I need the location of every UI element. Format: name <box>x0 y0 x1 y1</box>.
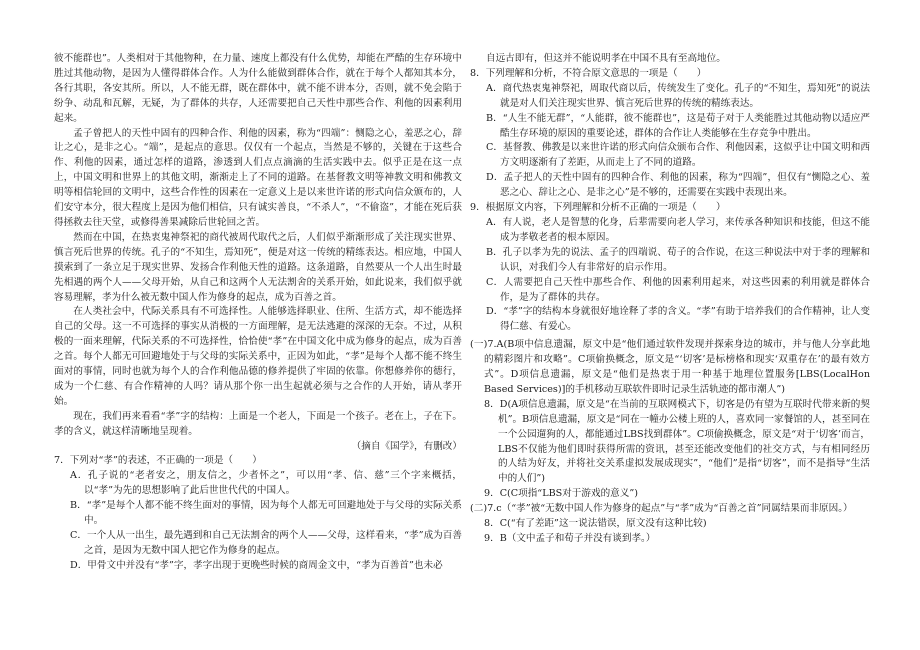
right-column <box>470 52 870 547</box>
question-7-option-d: D．甲骨文中并没有“孝”字，孝字出现于更晚些时候的商周金文中，“孝为百善首”也未必 <box>70 559 443 571</box>
question-7-stem: 7．下列对“孝”的表述，不正确的一项是（ ） <box>54 455 262 467</box>
question-9-option-a: A．有人说，老人是智慧的化身，后辈需要向老人学习，来传承各种知识和技能，但这不能成为孝敬老者的根本原因。 <box>486 216 870 243</box>
passage-paragraph: 在人类社会中，代际关系具有不可选择性。人能够选择职业、住所、生活方式，却不能选择自己的父母。这一不可选择的事实从消极的一方面理解，是无法逃避的深深的无奈。不过，从积极的一面来理解，代际关系的不可选择性，恰恰使“孝”在中国文化中成为修身的起点，成为百善之首。每个人都无可回避地处于与父母的实际关系中，正因为如此，“孝”是每个人都不能不终生面对的事情，同时也就为每个人的合作利他品德的修养提供了牢固的依靠。你想修养你的德行，成为一个仁慈、有合作精神的人吗？请从那个你一出生起就必须与之合作的人开始，请从孝开始。 <box>54 306 462 407</box>
question-7-option-a: A．孔子说的“老者安之，朋友信之，少者怀之”，可以用“孝、信、慈”三个字来概括，以“孝”为先的思想影响了此后世世代代的中国人。 <box>70 470 462 497</box>
answer-key-section-1-q8: 8．D(A项信息遗漏，原文是“在当前的互联网模式下，切客是仍有望为互联时代带来新的契机”。B项信息遗漏，原文是“同在一幢办公楼上班的人，喜欢同一家餐馆的人，甚至同在一个公园遛狗的人，都能通过LBS找到群体”。C项偷换概念，原文是“对于‘切客’而言，LBS不仅能为他们即时获得所需的资讯，甚至还能改变他们的社交方式，与有相同经历的人结为好友，并将社交关系虚拟发展成现实”，“他们”是指“切客”，而不是指导“生活中的人们”) <box>484 398 870 485</box>
question-9-stem: 9．根据原文内容，下列理解和分析不正确的一项是（ ） <box>470 202 726 214</box>
passage-paragraph: 彼不能群也”。人类相对于其他物种，在力量、速度上都没有什么优势，却能在严酷的生存环境中胜过其他动物，是因为人懂得群体合作。人为什么能做到群体合作，就在于每个人都知其本分，各行其职，各安其所。所以，人不能无群，既在群体中，就不能不讲本分，否则，就不免会陷于纷争、动乱和瓦解，无疑，为了群体的共存，人还需要把自己天性中那些合作、利他的因素利用起来。 <box>54 53 462 124</box>
question-8-option-d: D．孟子把人的天性中固有的四种合作、利他的因素，称为“四端”，但仅有“恻隐之心、羞恶之心、辞让之心、是非之心”是不够的，还需要在实践中表现出来。 <box>486 172 870 199</box>
passage-paragraph: 然而在中国，在热衷鬼神祭祀的商代被周代取代之后，人们似乎渐渐形成了关注现实世界、慎言死后世界的传统。孔子的“不知生，焉知死”，便是对这一传统的精练表达。相应地，中国人摸索到了一条立足于现实世界、发扬合作利他天性的道路。这条道路，自然要从一个人出生时最先相遇的两个人——父母开始，从自己和这两个人无法割舍的关系开始，如此说来，我们似乎就容易理解，孝为什么被无数中国人作为修身的起点，成为百善之首。 <box>54 231 462 303</box>
question-7-option-b: B．“孝”是每个人都不能不终生面对的事情，因为每个人都无可回避地处于与父母的实际关系中。 <box>70 500 462 527</box>
answer-key-section-2-q9: 9．B（文中孟子和荀子并没有谈到孝。） <box>484 533 656 544</box>
answer-key-section-2-q8: 8．C(“有了差距”这一说法错误，原文没有这种比较) <box>484 518 707 530</box>
question-9-option-c: C．人需要把自己天性中那些合作、利他的因素利用起来，对这些因素的利用就是群体合作，是为了群体的共存。 <box>486 276 870 303</box>
passage-paragraph: 孟子曾把人的天性中固有的四种合作、利他的因素，称为“四端”：恻隐之心，羞恶之心，辞让之心，是非之心。“端”，是起点的意思。仅仅有一个起点，当然是不够的，关键在于这些合作、利他的因素，通过怎样的道路，渗透到人们点点滴滴的生活实践中去。似乎正是在这一点上，中国文明和世界上的其他文明，渐渐走上了不同的道路。在基督教文明等神教文明和佛教文明等相信轮回的文明中，这些合作性的因素在一定意义上是以来世许诺的形式向信众颁布的，人们安守本分，很大程度上是因为他们相信，只有诚实善良，“不杀人”，“不偷盗”，才能在死后获得拯救去往天堂，或修得善果减除后世轮回之苦。 <box>54 127 462 228</box>
question-8-option-c: C．基督教、佛教是以来世许诺的形式向信众颁布合作、利他因素，这似乎让中国文明和西方文明逐渐有了差距，从而走上了不同的道路。 <box>486 142 870 169</box>
question-7-option-d-continued: 自远古即有，但这并不能说明孝在中国不具有至高地位。 <box>486 53 726 64</box>
passage-source: （摘自《国学》，有删改） <box>351 440 462 452</box>
answer-key-section-2-q7: (二)7.c（“孝”被“无数中国人作为修身的起点”与“孝”成为“百善之首”同属结果而非原因。） <box>470 503 853 515</box>
question-9-option-b: B．孔子以孝为先的说法、孟子的四端说、荀子的合作说，在这三种说法中对于孝的理解和认识，对我们今人有非常好的启示作用。 <box>486 246 870 273</box>
answer-key-section-1-q7: (一)7.A(B项中信息遗漏，原文中是“他们通过软件发现并探索身边的城市，并与他人分享此地的精彩图片和攻略”。C项偷换概念，原文是“‘切客’是标榜格和现实‘双重存在’的最有效方式”。D项信息遗漏，原文是“他们是热衷于用一种基于地理位置服务[LBS(LocalHon Based Services)]的手机移动互联软件即时记录生活轨迹的都市潮人”) <box>470 339 870 395</box>
answer-key-section-1-q9: 9．C(C项指“LBS对于游戏的意义”) <box>484 488 639 500</box>
passage-paragraph: 现在，我们再来看看“孝”字的结构：上面是一个老人，下面是一个孩子。老在上，子在下。孝的含义，就这样清晰地呈现着。 <box>54 410 462 437</box>
left-column <box>54 52 462 574</box>
question-7-option-c: C．一个人从一出生，最先遇到和自己无法割舍的两个人——父母，这样看来，“孝”成为百善之首，是因为无数中国人把它作为修身的起点。 <box>70 530 462 556</box>
question-8-option-a: A．商代热衷鬼神祭祀，周取代商以后，传统发生了变化。孔子的“不知生，焉知死”的说法就是对人们关注现实世界、慎言死后世界的传统的精练表达。 <box>486 82 870 109</box>
question-8-option-b: B．“人生不能无群”，“人能群，彼不能群也”，这是荀子对于人类能胜过其他动物以适应严酷生存环境的原因的重要论述，群体的合作让人类能够在生存竞争中胜出。 <box>486 112 870 139</box>
question-9-option-d: D．“孝”字的结构本身就很好地诠释了孝的含义。“孝”有助于培养我们的合作精神，让人变得仁慈、有爱心。 <box>486 306 870 333</box>
question-8-stem: 8．下列理解和分析，不符合原文意思的一项是（ ） <box>470 67 707 79</box>
